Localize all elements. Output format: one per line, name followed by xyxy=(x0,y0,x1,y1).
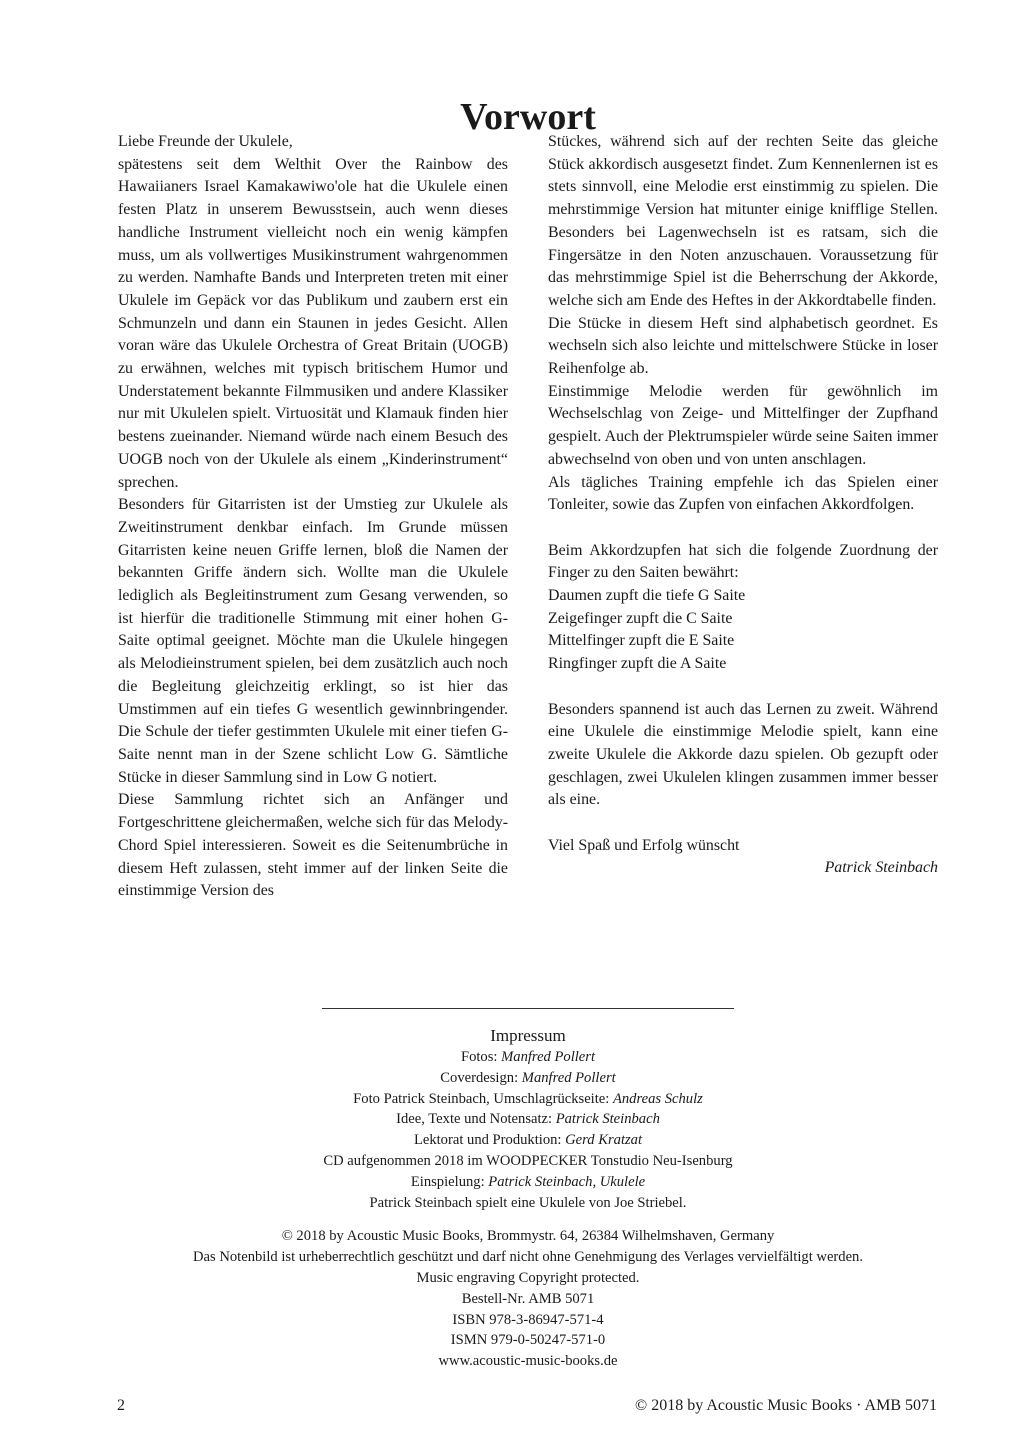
paragraph: Die Stücke in diesem Heft sind alphabetisch geordnet. Es wechseln sich also leichte und mittelschwere Stücke in loser Reihenfolge ab. xyxy=(548,314,938,378)
credit-line: Coverdesign: Manfred Pollert xyxy=(440,1069,616,1086)
spacer xyxy=(548,676,938,699)
page-number: 2 xyxy=(117,1397,125,1414)
finger-assignment: Ringfinger zupft die A Saite xyxy=(548,655,727,673)
credit-line: Lektorat und Produktion: Gerd Kratzat xyxy=(413,1132,643,1149)
page-title: Vorwort xyxy=(460,96,596,139)
impressum-heading: Impressum xyxy=(490,1026,566,1045)
divider xyxy=(322,1008,734,1009)
salutation: Liebe Freunde der Ukulele, xyxy=(118,133,293,150)
paragraph: Einstimmige Melodie werden für gewöhnlich im Wechselschlag von Zeige- und Mittelfinger der Zupfhand gespielt. Auch der Plektrumspieler würde seine Saiten immer abwechselnd von oben und von unten anschlagen. xyxy=(548,382,938,468)
closing-line: Viel Spaß und Erfolg wünscht xyxy=(548,836,740,854)
website: www.acoustic-music-books.de xyxy=(438,1353,618,1370)
finger-assignment: Zeigefinger zupft die C Saite xyxy=(548,609,733,627)
credit-line: Fotos: Manfred Pollert xyxy=(460,1049,596,1065)
signature: Patrick Steinbach xyxy=(824,859,938,877)
isbn: ISBN 978-3-86947-571-4 xyxy=(452,1311,604,1328)
spacer xyxy=(548,812,938,835)
finger-assignment: Mittelfinger zupft die E Saite xyxy=(548,632,735,650)
paragraph: Diese Sammlung richtet sich an Anfänger und Fortgeschrittene gleichermaßen, welche sich für das Melody-Chord Spiel interessieren. Soweit es die Seitenumbrüche in diesem Heft zulassen, steht immer auf der linken Seite die einstimmige Version des xyxy=(118,791,508,900)
impressum xyxy=(0,1025,1024,1372)
paragraph: Beim Akkordzupfen hat sich die folgende Zuordnung der Finger zu den Saiten bewährt: xyxy=(548,541,938,582)
credit-line: Foto Patrick Steinbach, Umschlagrückseite: Andreas Schulz xyxy=(353,1090,703,1107)
order-number: Bestell-Nr. AMB 5071 xyxy=(461,1290,595,1307)
footer-copyright: © 2018 by Acoustic Music Books · AMB 5071 xyxy=(635,1397,937,1414)
finger-assignment: Daumen zupft die tiefe G Saite xyxy=(548,587,746,605)
spacer xyxy=(548,517,938,540)
foreword-right-column xyxy=(548,131,938,880)
paragraph: Besonders für Gitarristen ist der Umstieg zur Ukulele als Zweitinstrument denkbar einfach. Im Grunde müssen Gitarristen keine neuen Griffe lernen, bloß die Namen der bekannten Griffe ändern sich. Wollte man die Ukulele lediglich als Begleitinstrument zum Gesang verwenden, so ist hierfür die traditionelle Stimmung mit einer hohen G-Saite optimal geeignet. Möchte man die Ukulele hingegen als Melodieinstrument spielen, bei dem zusätzlich auch noch die Begleitung gleichzeitig erklingt, so ist hier das Umstimmen auf ein tiefes G wesentlich gewinnbringender. Die Schule der tiefer gestimmten Ukulele mit einer tiefen G-Saite nennt man in der Szene schlicht Low G. Sämtliche Stücke in dieser Sammlung sind in Low G notiert. xyxy=(118,496,508,786)
credit-line: Patrick Steinbach spielt eine Ukulele von Joe Striebel. xyxy=(369,1194,687,1211)
copyright-notice: Das Notenbild ist urheberrechtlich geschützt und darf nicht ohne Genehmigung des Verlages vervielfältigt werden. xyxy=(192,1249,864,1266)
paragraph: Besonders spannend ist auch das Lernen zu zweit. Während eine Ukulele die einstimmige Melodie spielt, kann eine zweite Ukulele die Akkorde dazu spielen. Ob gezupft oder geschlagen, zwei Ukulelen klingen zusammen immer besser als eine. xyxy=(548,700,938,809)
ismn: ISMN 979-0-50247-571-0 xyxy=(450,1332,606,1349)
foreword-left-column xyxy=(118,131,508,903)
credit-line: Einspielung: Patrick Steinbach, Ukulele xyxy=(410,1173,646,1190)
paragraph: spätestens seit dem Welthit Over the Rainbow des Hawaiianers Israel Kamakawiwo'ole hat die Ukulele einen festen Platz in unserem Bewusstsein, auch wenn dieses handliche Instrument vielleicht noch ein wenig kämpfen muss, um als vollwertiges Musikinstrument wahrgenommen zu werden. Namhafte Bands und Interpreten treten mit einer Ukulele im Gepäck vor das Publikum und zaubern erst ein Schmunzeln und dann ein Staunen in jedes Gesicht. Allen voran wäre das Ukulele Orchestra of Great Britain (UOGB) zu erwähnen, welches mit typisch britischem Humor und Understatement bekannte Filmmusiken und andere Klassiker nur mit Ukulelen spielt. Virtuosität und Klamauk finden hier bestens zueinander. Niemand würde nach einem Besuch des UOGB noch von der Ukulele als einem „Kinderinstrument“ sprechen. xyxy=(118,155,508,491)
credit-line: Idee, Texte und Notensatz: Patrick Steinbach xyxy=(396,1111,660,1128)
copyright-notice: Music engraving Copyright protected. xyxy=(416,1269,640,1286)
credit-line: CD aufgenommen 2018 im WOODPECKER Tonstudio Neu-Isenburg xyxy=(323,1152,733,1169)
copyright-line: © 2018 by Acoustic Music Books, Brommystr. 64, 26384 Wilhelmshaven, Germany xyxy=(281,1228,775,1245)
paragraph: Als tägliches Training empfehle ich das Spielen einer Tonleiter, sowie das Zupfen von einfachen Akkordfolgen. xyxy=(548,473,938,514)
paragraph: Stückes, während sich auf der rechten Seite das gleiche Stück akkordisch ausgesetzt findet. Zum Kennenlernen ist es stets sinnvoll, eine Melodie erst einstimmig zu spielen. Die mehrstimmige Version hat mitunter einige knifflige Stellen. Besonders bei Lagenwechseln ist es ratsam, sich die Fingersätze in den Noten anzuschauen. Voraussetzung für das mehrstimmige Spiel ist die Beherrschung der Akkorde, welche sich am Ende des Heftes in der Akkordtabelle finden. xyxy=(548,133,938,309)
